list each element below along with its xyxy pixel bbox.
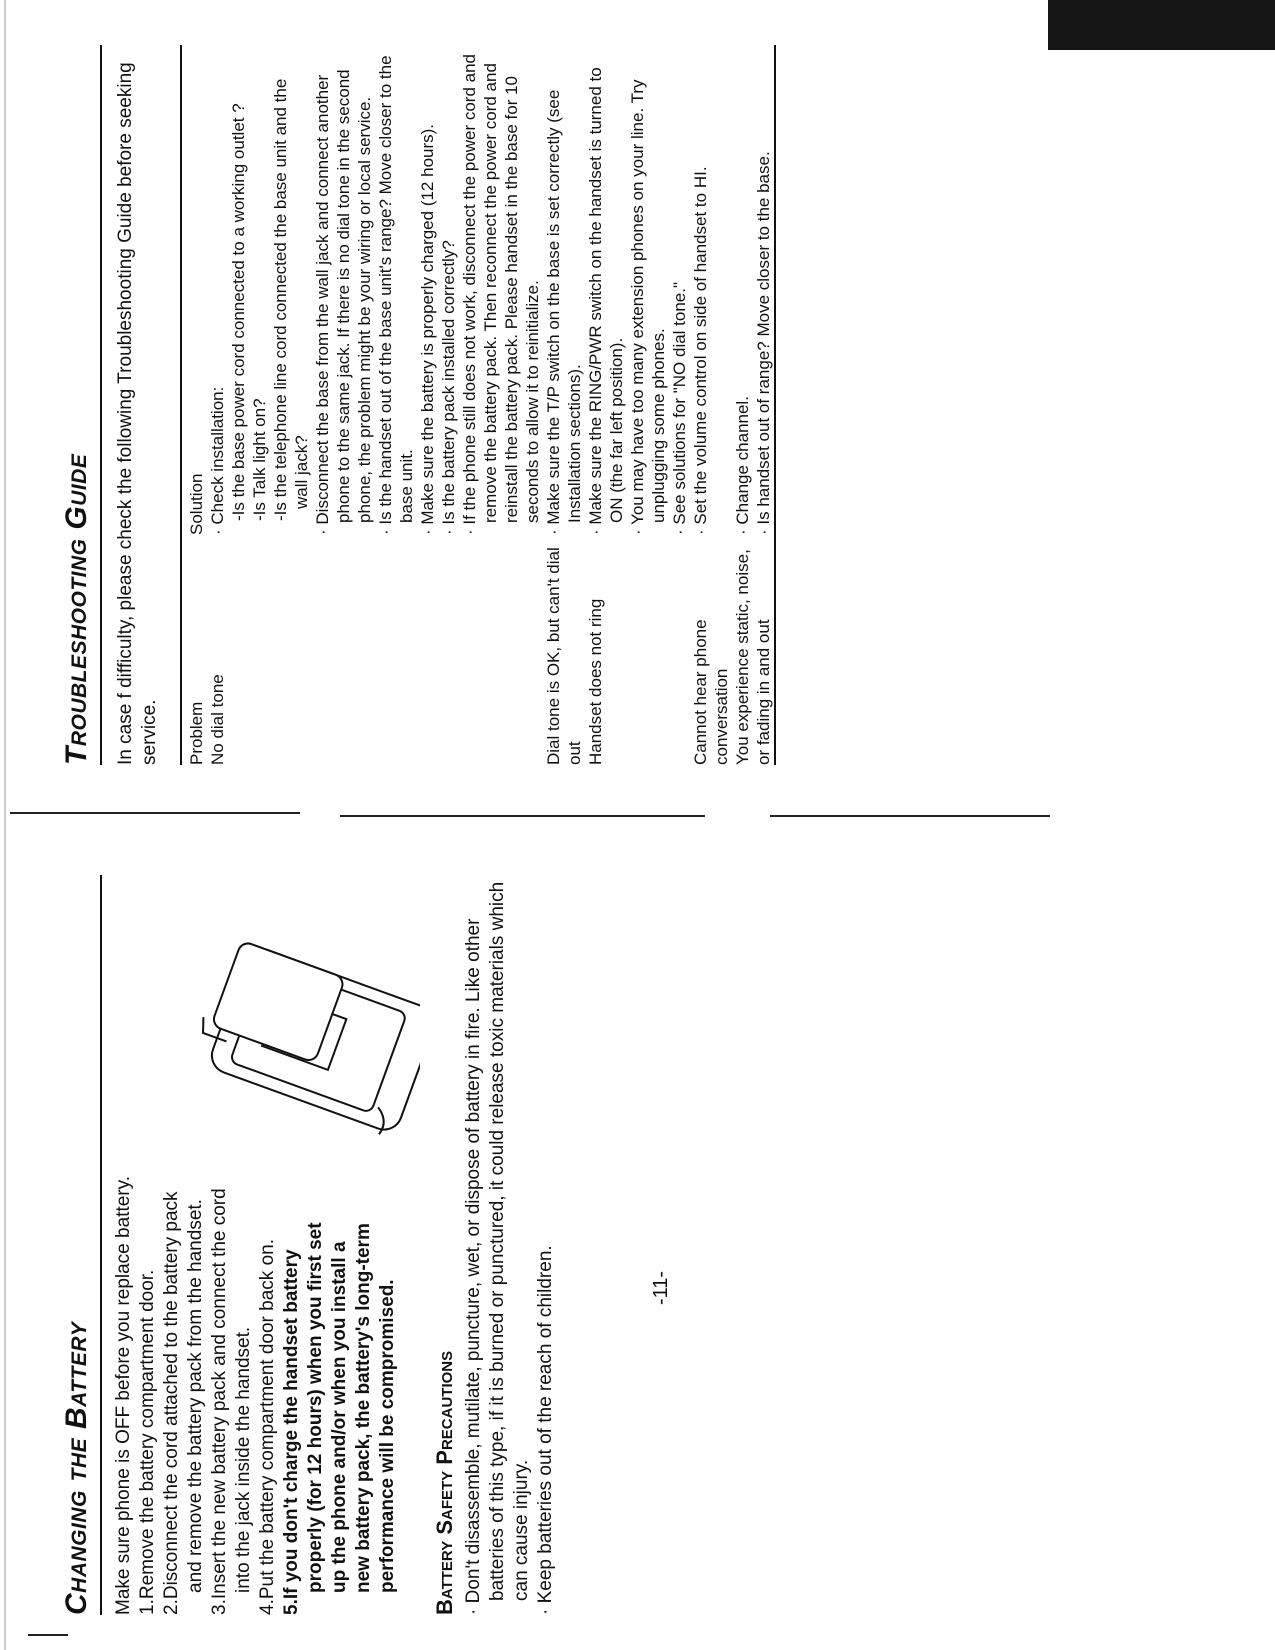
troubleshooting-title: Troubleshooting Guide: [60, 45, 102, 765]
solution-line: · Make sure the battery is properly charged (12 hours).: [418, 123, 437, 535]
safety-item: · Keep batteries out of the reach of children.: [535, 1245, 556, 1615]
battery-step: 3.Insert the new battery pack and connect the cord into the jack inside the handset.: [209, 1188, 254, 1615]
battery-panel: [60, 875, 672, 1615]
safety-list: [462, 875, 558, 1615]
table-row: [207, 45, 543, 765]
safety-title: Battery Safety Precautions: [432, 1350, 457, 1615]
troubleshooting-panel: [60, 45, 776, 765]
table-row: [732, 45, 775, 765]
page-number: -11-: [650, 1270, 672, 1305]
solution-cell: [732, 45, 775, 535]
solution-cell: [690, 45, 732, 535]
handset-battery-illustration: [180, 895, 420, 1135]
solution-line: · Disconnect the base from the wall jack and connect another phone to the same jack. If there is no dial tone in the second phone, the problem might be your wiring or local service.: [313, 69, 374, 535]
battery-step-warning: 5.If you don't charge the handset battery properly (for 12 hours) when you first set up the phone and/or when you install a new battery pack, the battery's long-term performance will be compromised.: [281, 1222, 398, 1615]
solution-cell: [585, 45, 690, 535]
handset-battery-illustration: [180, 895, 420, 1135]
troubleshooting-table: [180, 45, 776, 765]
problem-cell: Handset does not ring: [586, 598, 605, 765]
battery-step: 1.Remove the battery compartment door.: [137, 1269, 158, 1615]
problem-cell: No dial tone: [208, 674, 227, 765]
column-header-problem: Problem: [187, 701, 206, 765]
solution-line: · See solutions for "NO dial tone.": [670, 281, 689, 535]
troubleshooting-intro: In case f difficulty, please check the following Troubleshooting Guide before seeking service.: [115, 62, 160, 765]
problem-cell: You experience static, noise, or fading in and out: [733, 549, 773, 765]
table-header-row: [181, 45, 207, 765]
solution-line: -Is the base power cord connected to a working outlet ?: [229, 103, 248, 521]
column-header-solution: Solution: [187, 473, 206, 535]
solution-line: · Change channel.: [733, 396, 752, 535]
problem-cell: Dial tone is OK, but can't dial out: [544, 547, 584, 765]
solution-cell: [207, 45, 543, 535]
solution-line: -Is the telephone line cord connected the base unit and the wall jack?: [271, 78, 311, 521]
solution-line: · You may have too many extension phones on your line. Try unplugging some phones.: [628, 79, 668, 535]
solution-line: · Is the battery pack installed correctly?: [439, 240, 458, 535]
solution-cell: [543, 45, 585, 535]
table-row: [585, 45, 690, 765]
battery-steps: [136, 1155, 400, 1615]
solution-line: · Make sure the T/P switch on the base is set correctly (see Installation sections).: [544, 89, 584, 535]
table-row: [690, 45, 732, 765]
solution-line: · Is the handset out of the base unit's range? Move closer to the base unit.: [376, 55, 416, 535]
problem-cell: Cannot hear phone conversation: [691, 619, 731, 765]
battery-step: 4.Put the battery compartment door back on.: [257, 1239, 278, 1615]
solution-line: · If the phone still does not work, disconnect the power cord and remove the battery pack. Then reconnect the power cord and reinstall the battery pack. Please handset in the base for 10 seconds to allow it to reinitialize.: [460, 54, 542, 535]
table-row: [543, 45, 585, 765]
battery-step: 2.Disconnect the cord attached to the battery pack and remove the battery pack from the handset.: [161, 1191, 206, 1615]
solution-line: · Is handset out of range? Move closer to the base.: [754, 151, 773, 535]
solution-line: · Make sure the RING/PWR switch on the handset is turned to ON (the far left position).: [586, 67, 626, 535]
battery-title: Changing the Battery: [60, 875, 102, 1615]
solution-line: · Set the volume control on side of handset to HI.: [691, 166, 710, 535]
safety-item: · Don't disassemble, mutilate, puncture, wet, or dispose of battery in fire. Like other batteries of this type, if it is burned or punctured, it could release toxic materials which can cause injury.: [463, 881, 532, 1615]
solution-line: -Is Talk light on?: [250, 398, 269, 521]
solution-line: · Check installation:: [208, 386, 227, 535]
battery-intro: Make sure phone is OFF before you replace battery.: [113, 1176, 134, 1615]
